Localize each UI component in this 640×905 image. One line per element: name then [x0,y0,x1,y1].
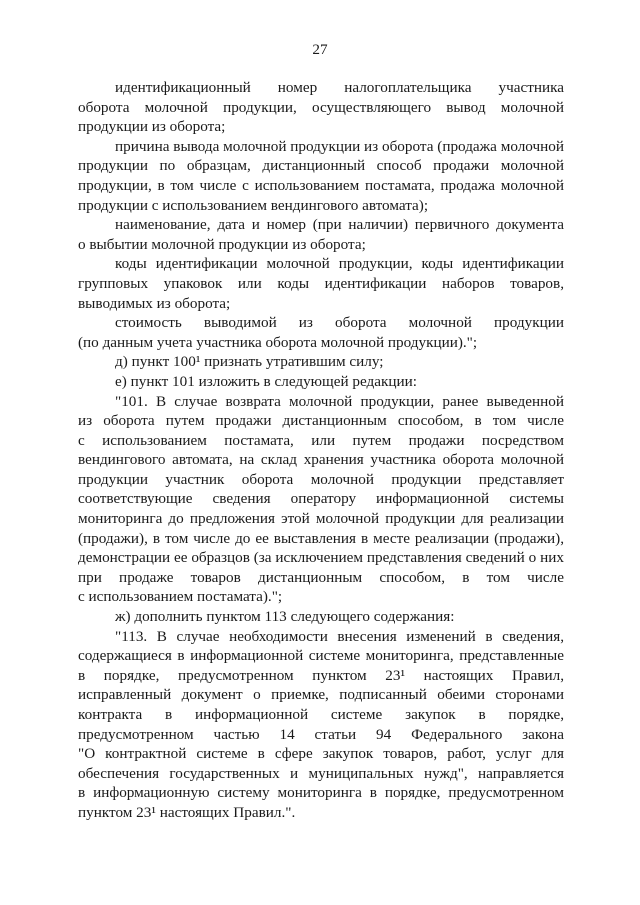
text-line: (продажи), в том числе до ее выставления в месте реализации (продажи), [78,529,564,547]
text-line: стоимость выводимой из оборота молочной продукции [115,314,564,332]
text-line: "101. В случае возврата молочной продукции, ранее выведенной [115,392,564,410]
text-line: "О контрактной системе в сфере закупок товаров, работ, услуг для [78,745,564,763]
text-line: пунктом 23¹ настоящих Правил.". [78,803,296,821]
text-line: о выбытии молочной продукции из оборота; [78,235,366,253]
text-line: исправленный документ о приемке, подписанный обеими сторонами [78,686,564,704]
text-line: продукции из оборота; [78,118,226,136]
text-line: при продаже товаров дистанционным способом, в том числе [78,568,564,586]
text-line: ж) дополнить пунктом 113 следующего содержания: [115,608,455,626]
text-line: вендингового автомата, на склад хранения участника оборота молочной [78,451,564,469]
text-line: соответствующие сведения оператору информационной системы [78,490,564,508]
text-line: продукции участник оборота молочной продукции представляет [78,470,564,488]
text-line: демонстрации ее образцов (за исключением представления сведений о них [78,549,564,567]
text-line: обеспечения государственных и муниципальных нужд", направляется [78,764,564,782]
text-line: групповых упаковок или коды идентификации наборов товаров, [78,274,564,292]
document-body [78,78,564,823]
text-line: продукции по образцам, дистанционный способ продажи молочной [78,157,564,175]
text-line: в порядке, предусмотренном пунктом 23¹ настоящих Правил, [78,666,564,684]
text-line: оборота молочной продукции, осуществляющего вывод молочной [78,98,564,116]
text-line: е) пункт 101 изложить в следующей редакции: [115,372,417,390]
page-number: 27 [312,41,328,58]
text-line: коды идентификации молочной продукции, коды идентификации [115,255,564,273]
text-line: мониторинга до предложения этой молочной продукции для реализации [78,510,564,528]
text-line: из оборота путем продажи дистанционным способом, в том числе [78,412,564,430]
text-line: д) пункт 100¹ признать утратившим силу; [115,353,384,371]
text-line: продукции с использованием вендингового автомата); [78,196,429,214]
text-line: в информационную систему мониторинга в порядке, предусмотренном [78,784,564,802]
text-line: наименование, дата и номер (при наличии) первичного документа [115,216,564,234]
text-line: идентификационный номер налогоплательщика участника [115,79,564,96]
text-line: (по данным учета участника оборота молочной продукции)."; [78,333,478,351]
text-line: "113. В случае необходимости внесения изменений в сведения, [115,627,564,645]
text-line: предусмотренном частью 14 статьи 94 Федерального закона [78,725,564,743]
text-line: с использованием постамата, или путем продажи посредством [78,431,564,449]
text-line: содержащиеся в информационной системе мониторинга, представленные [78,647,564,665]
text-line: продукции, в том числе с использованием постамата, продажа молочной [78,176,564,194]
text-line: выводимых из оборота; [78,294,231,312]
text-line: причина вывода молочной продукции из оборота (продажа молочной [115,137,564,155]
text-line: контракта в информационной системе закупок в порядке, [78,706,564,723]
text-line: с использованием постамата)."; [78,588,283,606]
